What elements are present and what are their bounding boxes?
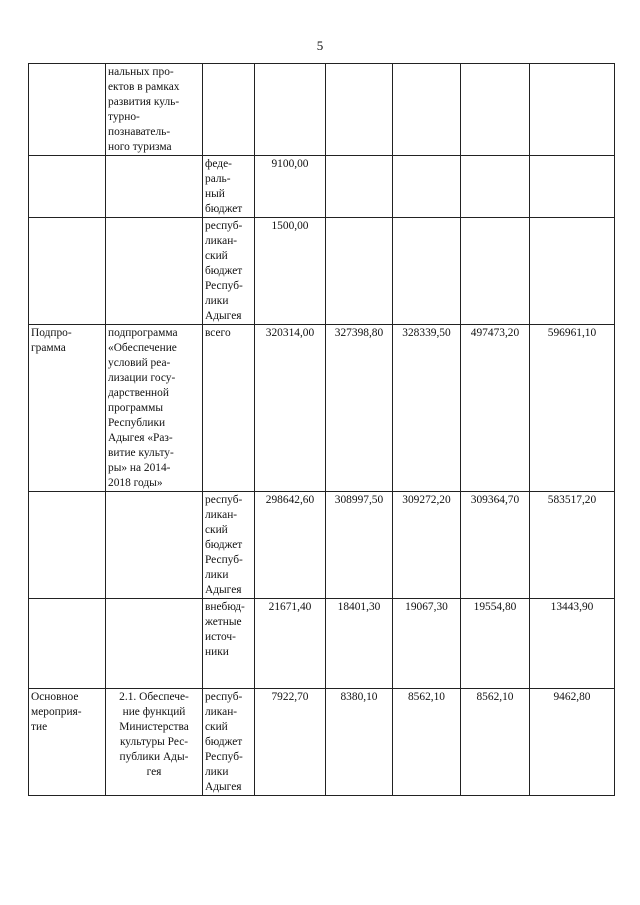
- cell-category: [29, 218, 106, 325]
- cell-funding-source: респуб- ликан- ский бюджет Респуб- лики Адыгея: [203, 689, 255, 796]
- cell-name: [106, 156, 203, 218]
- cell-funding-source: всего: [203, 325, 255, 492]
- cell-category: [29, 156, 106, 218]
- cell-value: 497473,20: [461, 325, 530, 492]
- cell-value: 21671,40: [255, 599, 326, 689]
- cell-value: [461, 64, 530, 156]
- cell-value: [530, 64, 615, 156]
- cell-value: 328339,50: [393, 325, 461, 492]
- cell-category: Подпро- грамма: [29, 325, 106, 492]
- table-row: [29, 689, 615, 796]
- cell-funding-source: [203, 64, 255, 156]
- cell-value: 309272,20: [393, 492, 461, 599]
- cell-value: 596961,10: [530, 325, 615, 492]
- cell-category: Основное мероприя- тие: [29, 689, 106, 796]
- cell-value: 1500,00: [255, 218, 326, 325]
- cell-name: 2.1. Обеспече- ние функций Министерства культуры Рес- публики Ады- гея: [106, 689, 203, 796]
- cell-value: [326, 218, 393, 325]
- cell-value: 9100,00: [255, 156, 326, 218]
- cell-value: 19554,80: [461, 599, 530, 689]
- cell-value: 19067,30: [393, 599, 461, 689]
- cell-value: 308997,50: [326, 492, 393, 599]
- cell-name: [106, 599, 203, 689]
- cell-funding-source: феде- раль- ный бюджет: [203, 156, 255, 218]
- cell-value: [326, 156, 393, 218]
- cell-value: [461, 156, 530, 218]
- page-number: 5: [316, 38, 324, 53]
- cell-value: [393, 156, 461, 218]
- cell-value: 583517,20: [530, 492, 615, 599]
- cell-value: 309364,70: [461, 492, 530, 599]
- cell-value: [461, 218, 530, 325]
- table-row: [29, 218, 615, 325]
- cell-value: [530, 156, 615, 218]
- cell-value: [530, 218, 615, 325]
- cell-funding-source: респуб- ликан- ский бюджет Респуб- лики Адыгея: [203, 218, 255, 325]
- cell-funding-source: респуб- ликан- ский бюджет Респуб- лики Адыгея: [203, 492, 255, 599]
- cell-value: 8562,10: [461, 689, 530, 796]
- cell-value: 8562,10: [393, 689, 461, 796]
- cell-category: [29, 492, 106, 599]
- financing-table: [28, 63, 615, 796]
- cell-value: 13443,90: [530, 599, 615, 689]
- cell-value: 9462,80: [530, 689, 615, 796]
- cell-name: [106, 218, 203, 325]
- cell-category: [29, 64, 106, 156]
- cell-name: нальных про- ектов в рамках развития куль- турно- познаватель- ного туризма: [106, 64, 203, 156]
- table-row: [29, 64, 615, 156]
- cell-value: 298642,60: [255, 492, 326, 599]
- cell-value: 7922,70: [255, 689, 326, 796]
- table-row: [29, 325, 615, 492]
- cell-category: [29, 599, 106, 689]
- table-row: [29, 599, 615, 689]
- cell-value: 327398,80: [326, 325, 393, 492]
- table-row: [29, 156, 615, 218]
- cell-name: [106, 492, 203, 599]
- cell-value: 320314,00: [255, 325, 326, 492]
- table-row: [29, 492, 615, 599]
- cell-value: 18401,30: [326, 599, 393, 689]
- cell-value: [326, 64, 393, 156]
- cell-value: [255, 64, 326, 156]
- cell-funding-source: внебюд- жетные источ- ники: [203, 599, 255, 689]
- cell-value: [393, 64, 461, 156]
- cell-value: [393, 218, 461, 325]
- cell-value: 8380,10: [326, 689, 393, 796]
- cell-name: подпрограмма «Обеспечение условий реа- лизации госу- дарственной программы Республики Адыгея «Раз- витие культу- ры» на 2014- 2018 годы»: [106, 325, 203, 492]
